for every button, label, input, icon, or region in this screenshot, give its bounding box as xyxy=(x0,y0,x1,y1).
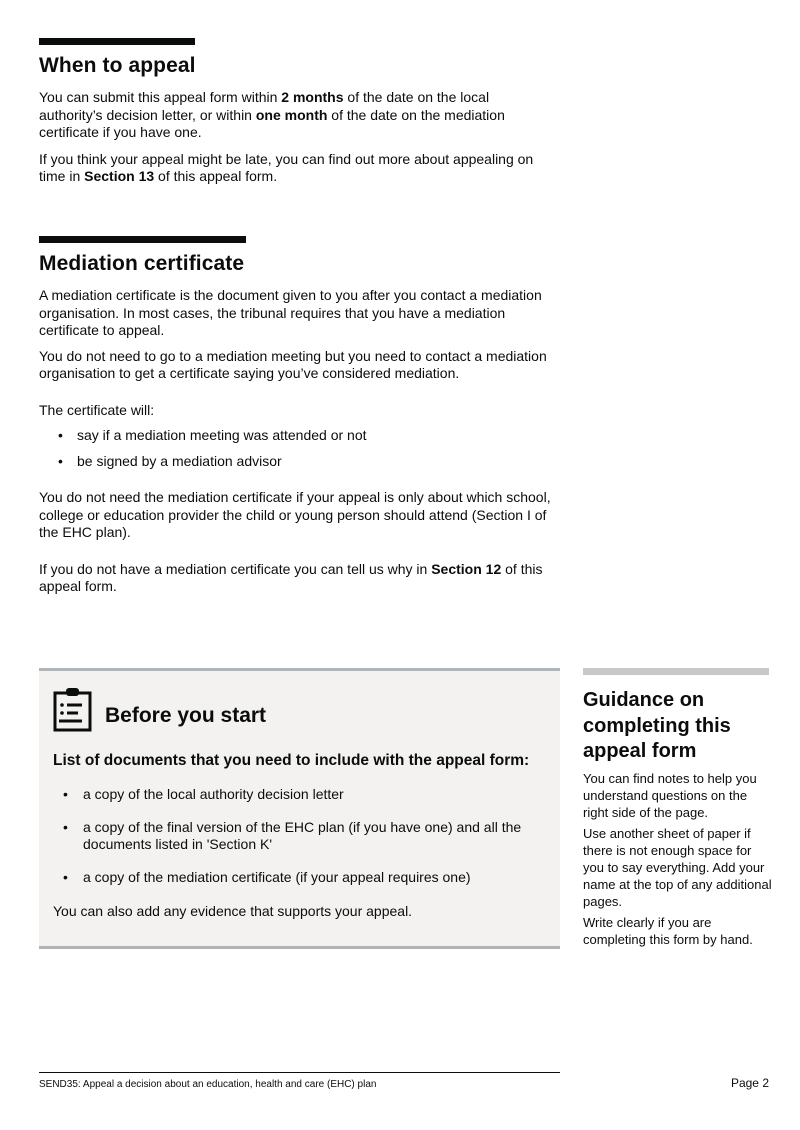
before-you-start-box xyxy=(39,668,560,949)
certificate-list xyxy=(39,427,564,470)
certificate-intro: The certificate will: xyxy=(39,401,155,418)
list-item: • a copy of the mediation certificate (if your appeal requires one) xyxy=(53,869,543,887)
guidance-title: Guidance on completing this appeal form xyxy=(583,689,731,762)
list-item: • a copy of the final version of the EHC plan (if you have one) and all the documents listed in 'Section K' xyxy=(53,819,543,854)
bold-emphasis: 2 months xyxy=(281,89,344,105)
when-to-appeal-text xyxy=(39,89,549,186)
bold-emphasis: one month xyxy=(255,106,328,123)
list-item: • say if a mediation meeting was attended or not xyxy=(39,427,564,445)
when-to-appeal-p1: You can submit this appeal form within 2 months of the date on the local authority’s decision letter, or within one month of the date on the mediation certificate if you have one. xyxy=(39,89,505,140)
documents-list xyxy=(53,786,543,901)
clipboard-list-icon xyxy=(53,687,93,738)
guidance-p1: You can find notes to help you understand questions on the right side of the page. xyxy=(583,771,757,820)
guidance-p2: Use another sheet of paper if there is not enough space for you to say everything. Add your name at the top of any additional pages. xyxy=(583,826,772,909)
evidence-note: You can also add any evidence that supports your appeal. xyxy=(53,903,413,919)
heading-mediation-certificate: Mediation certificate xyxy=(39,252,245,275)
mediation-p2: You do not need to go to a mediation meeting but you need to contact a mediation organisation to get a certificate saying you’ve considered mediation. xyxy=(39,347,547,381)
mediation-text xyxy=(39,287,564,596)
documents-lead: List of documents that you need to include with the appeal form: xyxy=(53,752,530,769)
bold-emphasis: Section 13 xyxy=(84,168,155,184)
mediation-p3: You do not need the mediation certificate if your appeal is only about which school, college or education provider the child or young person should attend (Section I of the EHC plan). xyxy=(39,489,551,540)
when-to-appeal-p2: If you think your appeal might be late, you can find out more about appealing on time in Section 13 of this appeal form. xyxy=(39,150,534,184)
footer-form-title: SEND35: Appeal a decision about an education, health and care (EHC) plan xyxy=(39,1079,377,1090)
before-you-start-title: Before you start xyxy=(105,704,267,727)
guidance-rule xyxy=(583,668,769,675)
list-item: • a copy of the local authority decision letter xyxy=(53,786,543,804)
guidance-text xyxy=(583,770,773,952)
bold-emphasis: Section 12 xyxy=(431,560,502,577)
mediation-p1: A mediation certificate is the document given to you after you contact a mediation organisation. In most cases, the tribunal requires that you have a mediation certificate to appeal. xyxy=(39,287,542,338)
section-rule xyxy=(39,38,195,45)
page-number: Page 2 xyxy=(730,1076,769,1090)
section-rule xyxy=(39,236,246,243)
footer-rule xyxy=(39,1072,560,1073)
list-item: • be signed by a mediation advisor xyxy=(39,453,564,471)
mediation-p4: If you do not have a mediation certificate you can tell us why in Section 12 of this appeal form. xyxy=(39,560,543,594)
heading-when-to-appeal: When to appeal xyxy=(39,54,196,77)
guidance-p3: Write clearly if you are completing this form by hand. xyxy=(583,915,753,947)
